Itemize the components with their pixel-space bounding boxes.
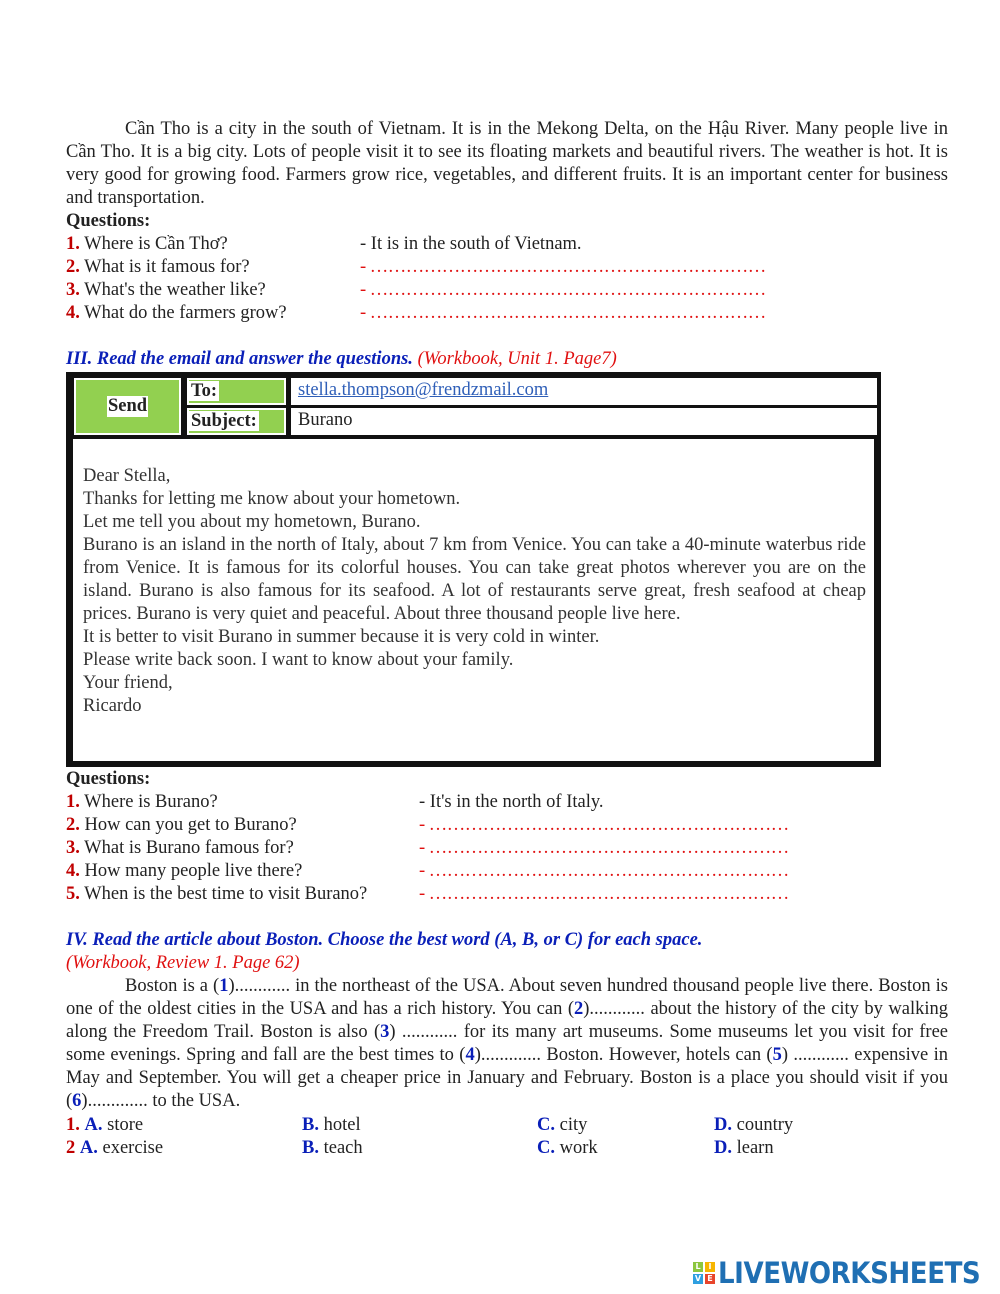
option-number: 2 xyxy=(66,1138,76,1158)
answer-input[interactable]: - …………………………………………………… xyxy=(419,815,789,835)
email-line: Thanks for letting me know about your hometown. xyxy=(83,489,461,509)
answer-input[interactable]: - …………………………………………………… xyxy=(419,884,789,904)
can-tho-passage: Cần Tho is a city in the south of Vietnam. It is in the Mekong Delta, on the Hậu River. Many people live in Cần Tho. It is a big city. Lots of people visit it to see its floating markets and beautiful rivers. The weather is hot. It is very good for growing food. Farmers grow rice, vegetables, and different fruits. It is an important center for business and transportation. xyxy=(66,119,948,208)
email-line: Ricardo xyxy=(83,696,142,716)
question-label: What is it famous for? xyxy=(84,257,250,277)
option-word: teach xyxy=(323,1138,363,1158)
passage-text: )............ about the history of the city by walking along the Freedom Trail. Boston is also ( xyxy=(66,999,949,1042)
send-label: Send xyxy=(107,396,148,416)
question-row xyxy=(66,256,948,279)
blank-number[interactable]: 6 xyxy=(72,1091,82,1111)
questions-label: Questions: xyxy=(66,211,151,231)
passage-text: )............ in the northeast of the USA. About seven hundred thousand people live there. Boston is one of the oldest cities in the USA and has a rich history. You can ( xyxy=(66,976,949,1019)
question-number: 4. xyxy=(66,861,80,881)
email-form xyxy=(66,372,881,767)
logo-tile: I xyxy=(705,1262,715,1272)
option-word: learn xyxy=(736,1138,774,1158)
option-letter: D. xyxy=(714,1115,732,1135)
to-email-link[interactable]: stella.thompson@frendzmail.com xyxy=(298,380,549,400)
question-row xyxy=(66,302,948,325)
option-letter: B. xyxy=(302,1115,319,1135)
blank-number[interactable]: 5 xyxy=(772,1045,782,1065)
passage-text: ) ............ for its many art museums. Some museums let you visit for free some evenings. Spring and fall are the best times to ( xyxy=(66,1022,948,1065)
option-word: country xyxy=(736,1115,794,1135)
option-word: exercise xyxy=(102,1138,164,1158)
logo-icon xyxy=(693,1262,715,1284)
blank-number[interactable]: 3 xyxy=(380,1022,390,1042)
send-button[interactable] xyxy=(74,378,181,435)
option-letter: A. xyxy=(84,1115,103,1135)
question-text xyxy=(66,814,419,837)
section-heading: III. Read the email and answer the questions. xyxy=(66,349,413,369)
answer-options xyxy=(66,1114,948,1160)
option-letter: A. xyxy=(79,1138,98,1158)
question-text xyxy=(66,837,419,860)
option-d[interactable] xyxy=(714,1114,793,1137)
passage-text: )............. Boston. However, hotels can ( xyxy=(474,1045,773,1065)
option-word: work xyxy=(559,1138,598,1158)
liveworksheets-logo xyxy=(693,1256,1000,1290)
option-number: 1. xyxy=(66,1115,80,1135)
section-3-heading xyxy=(66,348,948,371)
to-label: To: xyxy=(187,378,286,405)
to-field[interactable] xyxy=(291,378,877,405)
option-d[interactable] xyxy=(714,1137,774,1160)
answer-text: - It is in the south of Vietnam. xyxy=(360,234,582,254)
email-line: Let me tell you about my hometown, Burano. xyxy=(83,512,421,532)
blank-number[interactable]: 2 xyxy=(574,999,584,1019)
question-text xyxy=(66,256,360,279)
option-letter: D. xyxy=(714,1138,732,1158)
subject-label: Subject: xyxy=(187,408,286,435)
email-line: Please write back soon. I want to know about your family. xyxy=(83,650,514,670)
answer-input[interactable]: - ………………………………………………………… xyxy=(360,257,766,277)
question-row xyxy=(66,814,948,837)
question-number: 4. xyxy=(66,303,80,323)
question-row xyxy=(66,860,948,883)
logo-tile: E xyxy=(705,1274,715,1284)
question-text xyxy=(66,883,419,906)
logo-text: LIVEWORKSHEETS xyxy=(718,1256,981,1290)
source-reference: (Workbook, Review 1. Page 62) xyxy=(66,953,300,973)
email-line: It is better to visit Burano in summer because it is very cold in winter. xyxy=(83,627,600,647)
question-number: 2. xyxy=(66,257,80,277)
subject-field[interactable]: Burano xyxy=(291,408,877,435)
question-label: What is Burano famous for? xyxy=(84,838,294,858)
question-row xyxy=(66,791,948,814)
logo-tile: L xyxy=(693,1262,703,1272)
passage-text: Boston is a ( xyxy=(125,976,220,996)
section-heading: IV. Read the article about Boston. Choose the best word (A, B, or C) for each space. xyxy=(66,930,703,950)
option-word: hotel xyxy=(323,1115,361,1135)
passage-text: ) ............ expensive in May and September. You will get a cheaper price in January and February. Boston is a place you should visit if you ( xyxy=(66,1045,948,1111)
email-body xyxy=(73,439,874,761)
questions-label: Questions: xyxy=(66,769,151,789)
option-word: city xyxy=(559,1115,588,1135)
option-row xyxy=(66,1137,948,1160)
answer-input[interactable]: - …………………………………………………… xyxy=(419,838,789,858)
question-label: What's the weather like? xyxy=(84,280,266,300)
question-label: Where is Burano? xyxy=(84,792,218,812)
section-4-heading xyxy=(66,929,948,975)
question-row xyxy=(66,279,948,302)
answer-text: - It's in the north of Italy. xyxy=(419,792,604,812)
question-number: 3. xyxy=(66,280,80,300)
logo-tile: V xyxy=(694,1274,702,1283)
question-number: 1. xyxy=(66,234,80,254)
question-text xyxy=(66,233,360,256)
answer-input[interactable]: - ………………………………………………………… xyxy=(360,280,766,300)
question-label: When is the best time to visit Burano? xyxy=(84,884,368,904)
answer-input[interactable]: - …………………………………………………… xyxy=(419,861,789,881)
question-row xyxy=(66,883,948,906)
question-text xyxy=(66,302,360,325)
question-number: 2. xyxy=(66,815,80,835)
passage-text: )............. to the USA. xyxy=(81,1091,241,1111)
option-letter: C. xyxy=(537,1138,555,1158)
email-line: Burano is an island in the north of Italy, about 7 km from Venice. You can take a 40-minute waterbus ride from Venice. It is famous for its colorful houses. You can take great photos wherever you are on the island. Burano is also famous for its seafood. A lot of restaurants serve great, fresh seafood at cheap prices. Burano is very quiet and peaceful. About three thousand people live here. xyxy=(83,535,866,624)
questions-section-3 xyxy=(66,768,948,906)
option-c[interactable] xyxy=(537,1114,714,1137)
question-label: Where is Cần Thơ? xyxy=(84,234,228,254)
question-text xyxy=(66,860,419,883)
option-letter: B. xyxy=(302,1138,319,1158)
option-c[interactable] xyxy=(537,1137,714,1160)
question-row xyxy=(66,233,948,256)
blank-number[interactable]: 1 xyxy=(219,976,229,996)
questions-section-2 xyxy=(66,210,948,325)
option-a[interactable] xyxy=(66,1137,302,1160)
option-a[interactable] xyxy=(66,1114,302,1137)
blank-number[interactable]: 4 xyxy=(465,1045,475,1065)
email-line: Your friend, xyxy=(83,673,173,693)
option-word: store xyxy=(107,1115,144,1135)
question-text xyxy=(66,791,419,814)
question-number: 5. xyxy=(66,884,80,904)
question-row xyxy=(66,837,948,860)
question-label: What do the farmers grow? xyxy=(84,303,287,323)
question-label: How many people live there? xyxy=(84,861,303,881)
boston-passage xyxy=(66,975,948,1113)
question-number: 3. xyxy=(66,838,80,858)
question-number: 1. xyxy=(66,792,80,812)
option-b[interactable] xyxy=(302,1114,537,1137)
option-letter: C. xyxy=(537,1115,555,1135)
question-label: How can you get to Burano? xyxy=(84,815,297,835)
answer-input[interactable]: - ………………………………………………………… xyxy=(360,303,766,323)
option-row xyxy=(66,1114,948,1137)
question-text xyxy=(66,279,360,302)
email-line: Dear Stella, xyxy=(83,466,171,486)
source-reference: (Workbook, Unit 1. Page7) xyxy=(417,349,617,369)
option-b[interactable] xyxy=(302,1137,537,1160)
